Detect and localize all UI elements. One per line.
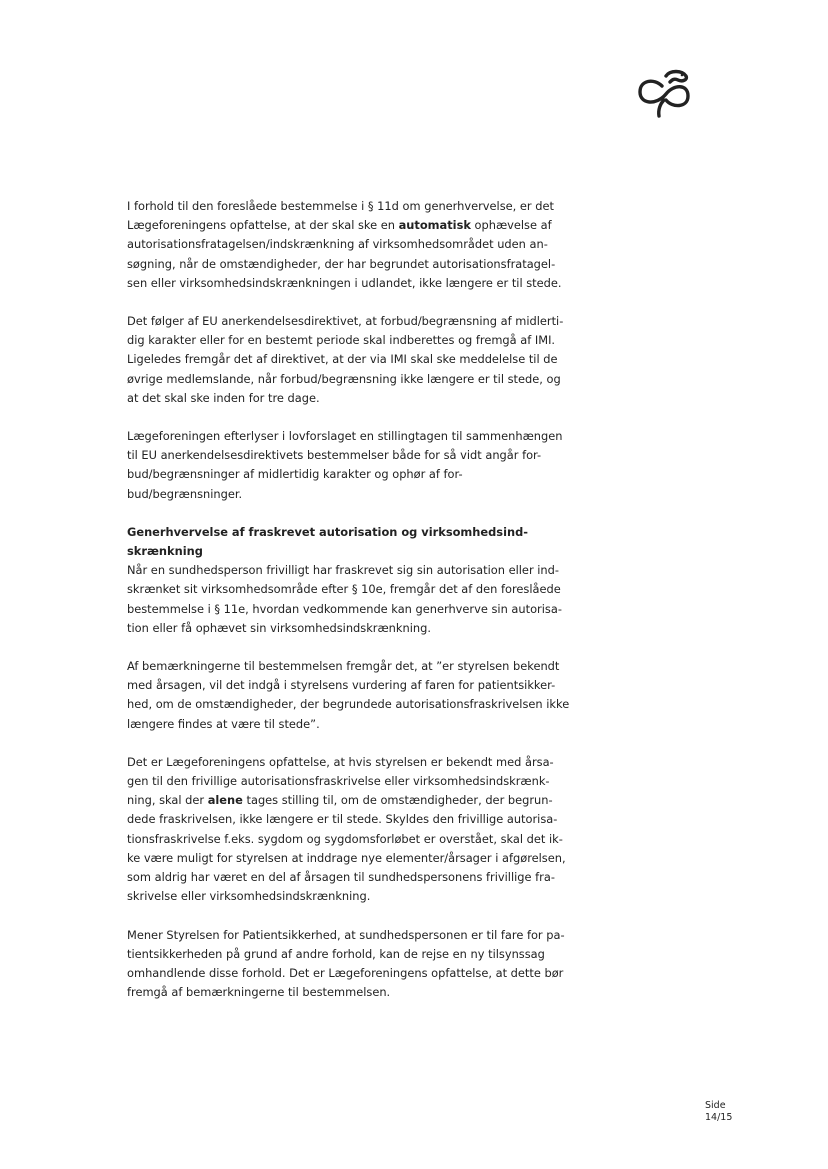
text-line: dig karakter eller for en bestemt periode skal indberettes og fremgå af IMI. [127, 333, 556, 348]
page-number: 14/15 [705, 1112, 733, 1123]
text-line: Lægeforeningens opfattelse, at der skal ske en automatisk ophævelse af [127, 218, 552, 233]
text-line: I forhold til den foreslåede bestemmelse i § 11d om generhvervelse, er det [127, 199, 554, 213]
text-line: omhandlende disse forhold. Det er Lægeforeningens opfattelse, at dette bør [127, 965, 564, 980]
paragraph-group-1 [127, 197, 603, 504]
text-line: tion eller få ophævet sin virksomhedsindskrænkning. [127, 620, 431, 635]
text-line: bud/begrænsninger. [127, 486, 243, 501]
text-line: dede fraskrivelsen, ikke længere er til stede. Skyldes den frivillige autorisa- [127, 812, 558, 827]
paragraph [127, 427, 603, 504]
text-line: bestemmelse i § 11e, hvordan vedkommende kan generhverve sin autorisa- [127, 601, 562, 616]
text-line: Det følger af EU anerkendelsesdirektivet, at forbud/begrænsning af midlerti- [127, 314, 564, 329]
text-line: tientsikkerheden på grund af andre forhold, kan de rejse en ny tilsynssag [127, 946, 545, 961]
text-line: Af bemærkningerne til bestemmelsen fremgår det, at ”er styrelsen bekendt [127, 659, 560, 674]
letter-body [127, 197, 603, 1021]
emphasis: automatisk [398, 218, 471, 233]
text-line: hed, om de omstændigheder, der begrundede autorisationsfraskrivelsen ikke [127, 697, 570, 712]
text-line: ning, skal der alene tages stilling til, om de omstændigheder, der begrun- [127, 793, 553, 808]
text-line: tionsfraskrivelse f.eks. sygdom og sygdomsforløbet er overstået, skal det ik- [127, 831, 563, 846]
paragraph [127, 753, 603, 907]
text-line: ke være muligt for styrelsen at inddrage nye elementer/årsager i afgørelsen, [127, 850, 566, 865]
page-footer [705, 1100, 745, 1124]
text-line: Lægeforeningen efterlyser i lovforslaget en stillingtagen til sammenhængen [127, 429, 563, 444]
snake-staff-logo [632, 64, 696, 120]
heading-line: skrænkning [127, 544, 203, 559]
text-line: bud/begrænsninger af midlertidig karakter og ophør af for- [127, 467, 463, 482]
text-line: som aldrig har været en del af årsagen til sundhedspersonens frivillige fra- [127, 870, 555, 885]
paragraph [127, 657, 603, 734]
paragraph [127, 312, 603, 408]
text-line: Ligeledes fremgår det af direktivet, at der via IMI skal ske meddelelse til de [127, 352, 558, 367]
text-line: Det er Lægeforeningens opfattelse, at hvis styrelsen er bekendt med årsa- [127, 754, 554, 769]
text-line: fremgå af bemærkningerne til bestemmelsen. [127, 985, 391, 1000]
paragraph-group-2 [127, 561, 603, 1002]
heading-line: Generhvervelse af fraskrevet autorisation og virksomhedsind- [127, 524, 528, 539]
emphasis: alene [207, 793, 243, 808]
text-line: til EU anerkendelsesdirektivets bestemmelser både for så vidt angår for- [127, 448, 542, 463]
paragraph [127, 926, 603, 1003]
text-line: med årsagen, vil det indgå i styrelsens vurdering af faren for patientsikker- [127, 678, 556, 693]
paragraph [127, 197, 603, 293]
text-line: at det skal ske inden for tre dage. [127, 390, 320, 405]
paragraph [127, 561, 603, 638]
text-line: skrivelse eller virksomhedsindskrænkning. [127, 889, 371, 904]
text-line: sen eller virksomhedsindskrænkningen i udlandet, ikke længere er til stede. [127, 275, 562, 290]
page-label: Side [705, 1100, 726, 1111]
text-line: øvrige medlemslande, når forbud/begrænsning ikke længere er til stede, og [127, 371, 561, 386]
text-line: søgning, når de omstændigheder, der har begrundet autorisationsfratagel- [127, 256, 556, 271]
text-line: længere findes at være til stede”. [127, 716, 320, 731]
text-line: Når en sundhedsperson frivilligt har fraskrevet sig sin autorisation eller ind- [127, 563, 559, 578]
text-line: skrænket sit virksomhedsområde efter § 10e, fremgår det af den foreslåede [127, 582, 561, 597]
text-line: Mener Styrelsen for Patientsikkerhed, at sundhedspersonen er til fare for pa- [127, 927, 565, 942]
section-heading [127, 523, 603, 561]
text-line: gen til den frivillige autorisationsfraskrivelse eller virksomhedsindskrænk- [127, 774, 550, 789]
text-line: autorisationsfratagelsen/indskrænkning af virksomhedsområdet uden an- [127, 237, 548, 252]
